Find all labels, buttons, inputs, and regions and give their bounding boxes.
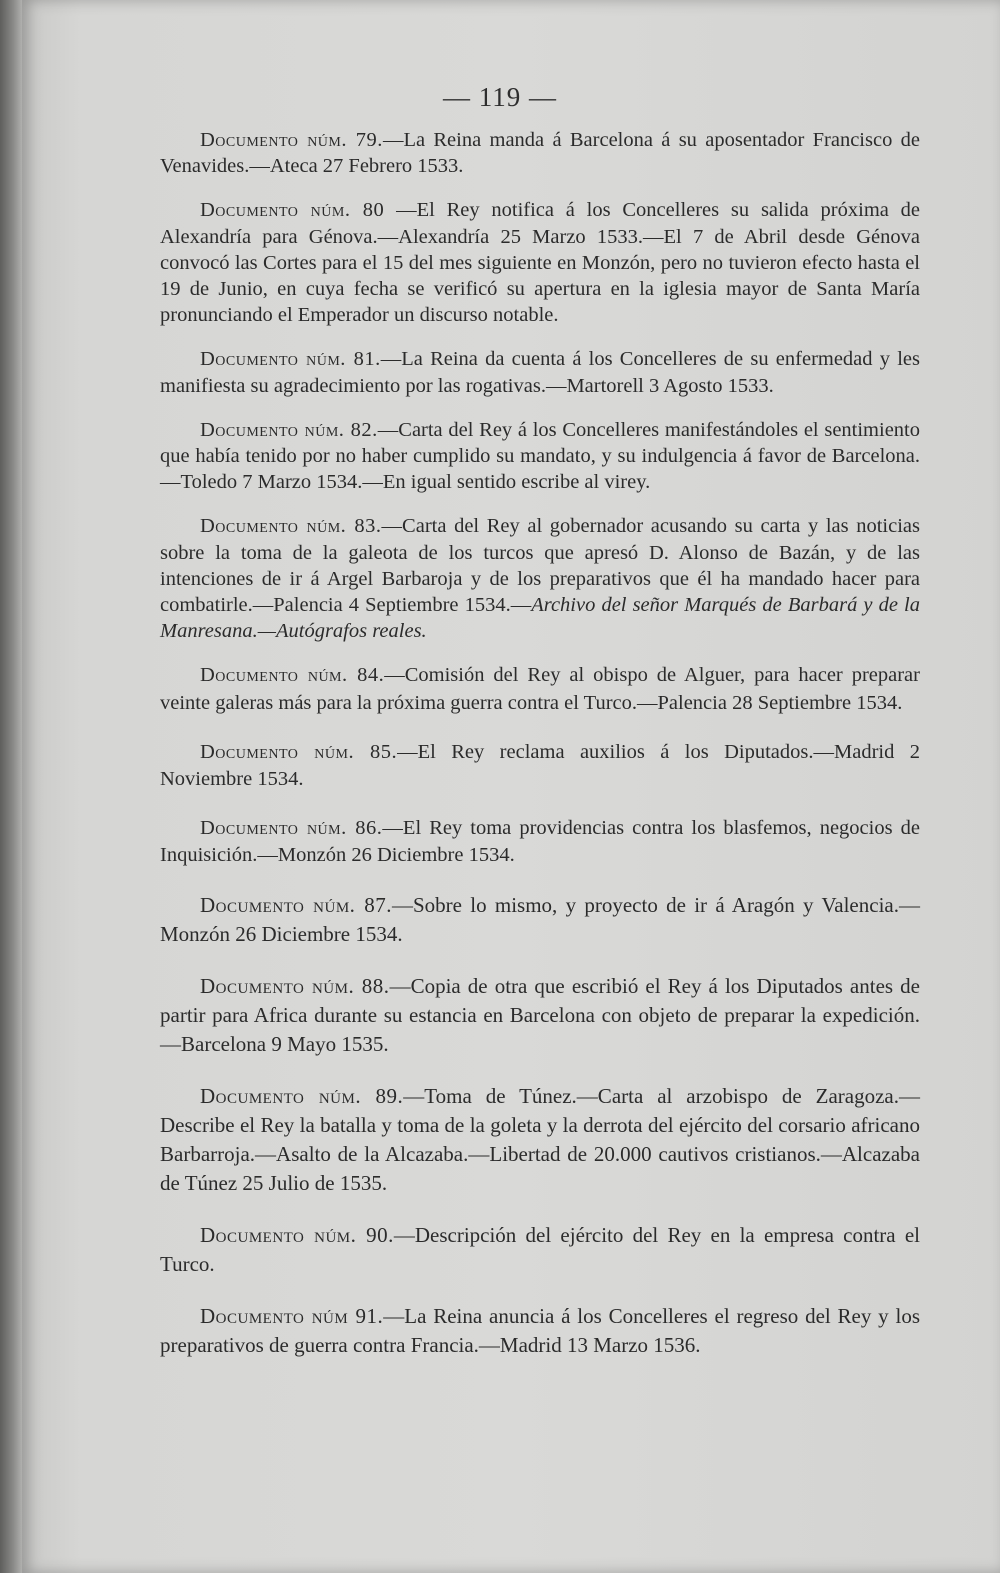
- document-entry-87: [160, 891, 920, 949]
- archive-citation: Archivo del señor Marqués de Barbará y de la Manresana.—Autógrafos reales.: [160, 594, 920, 643]
- document-entry-84: [160, 662, 920, 717]
- entry-text: —El Rey reclama auxilios á los Diputados.—Madrid 2 Noviembre 1534.: [160, 740, 920, 791]
- entry-label: Documento núm. 80: [200, 199, 385, 222]
- entry-text: —El Rey notifica á los Concelleres su salida próxima de Alexandría para Génova.—Alexandría 25 Marzo 1533.—El 7 de Abril desde Génova convocó las Cortes para el 15 del mes siguiente en Monzón, pero no tuvieron efecto hasta el 19 de Junio, en cuya fecha se verificó su apertura en la iglesia mayor de Santa María pronunciando el Emperador un discurso notable.: [160, 199, 920, 327]
- entry-label: Documento núm. 82.: [200, 418, 378, 441]
- document-entry-88: [160, 972, 920, 1059]
- entry-label: Documento núm. 85.: [200, 740, 398, 763]
- entry-label: Documento núm. 83.: [200, 515, 382, 538]
- document-entry-80: [160, 197, 920, 328]
- document-entry-86: [160, 815, 920, 870]
- entry-label: Documento núm. 90.: [200, 1223, 394, 1248]
- entry-text: —Toma de Túnez.—Carta al arzobispo de Zaragoza.—Describe el Rey la batalla y toma de la goleta y la derrota del ejército del corsario africano Barbarroja.—Asalto de la Alcazaba.—Libertad de 20.000 cautivos cristianos.—Alcazaba de Túnez 25 Julio de 1535.: [160, 1084, 920, 1196]
- entry-label: Documento núm. 87.: [200, 893, 392, 918]
- entry-label: Documento núm. 84.: [200, 664, 385, 687]
- entry-text: —La Reina da cuenta á los Concelleres de su enfermedad y les manifiesta su agradecimiento por las rogativas.—Martorell 3 Agosto 1533.: [160, 348, 920, 397]
- entry-label: Documento núm. 79.: [200, 129, 383, 151]
- entry-text: —Carta del Rey á los Concelleres manifestándoles el sentimiento que había tenido por no haber cumplido su mandato, y su indulgencia á favor de Barcelona.—Toledo 7 Marzo 1534.—En igual sentido escribe al virey.: [160, 418, 920, 494]
- document-entry-79: [160, 127, 920, 179]
- entry-label: Documento núm. 81.: [200, 348, 381, 371]
- document-entry-83: [160, 513, 920, 644]
- entry-label: Documento núm 91.: [200, 1304, 384, 1329]
- entry-text: —La Reina manda á Barcelona á su aposentador Francisco de Venavides.—Ateca 27 Febrero 1533.: [160, 129, 920, 178]
- document-entry-82: [160, 417, 920, 496]
- page-number: — 119 —: [443, 82, 557, 112]
- document-entry-81: [160, 346, 920, 398]
- entry-label: Documento núm. 86.: [200, 816, 383, 839]
- document-entry-85: [160, 739, 920, 794]
- entry-text: —El Rey toma providencias contra los blasfemos, negocios de Inquisición.—Monzón 26 Diciembre 1534.: [160, 816, 920, 867]
- entry-label: Documento núm. 89.: [200, 1084, 404, 1109]
- document-list: [160, 127, 920, 1383]
- document-entry-90: [160, 1221, 920, 1279]
- entry-text: —Comisión del Rey al obispo de Alguer, para hacer preparar veinte galeras más para la próxima guerra contra el Turco.—Palencia 28 Septiembre 1534.: [160, 664, 920, 715]
- book-spine-shadow: [0, 0, 22, 1573]
- entry-text: —Descripción del ejército del Rey en la empresa contra el Turco.: [160, 1223, 920, 1277]
- entry-text: —Copia de otra que escribió el Rey á los Diputados antes de partir para Africa durante su estancia en Barcelona con objeto de preparar la expedición.—Barcelona 9 Mayo 1535.: [160, 974, 920, 1057]
- entry-text: —Carta del Rey al gobernador acusando su carta y las noticias sobre la toma de la galeota de los turcos que apresó D. Alonso de Bazán, y de las intenciones de ir á Argel Barbaroja y de los preparativos que él ha mandado hacer para combatirle.—Palencia 4 Septiembre 1534.—: [160, 515, 920, 617]
- entry-text: —Sobre lo mismo, y proyecto de ir á Aragón y Valencia.—Monzón 26 Diciembre 1534.: [160, 893, 920, 947]
- document-entry-91: [160, 1302, 920, 1360]
- document-entry-89: [160, 1082, 920, 1198]
- entry-text: —La Reina anuncia á los Concelleres el regreso del Rey y los preparativos de guerra contra Francia.—Madrid 13 Marzo 1536.: [160, 1304, 920, 1358]
- entry-label: Documento núm. 88.: [200, 974, 390, 999]
